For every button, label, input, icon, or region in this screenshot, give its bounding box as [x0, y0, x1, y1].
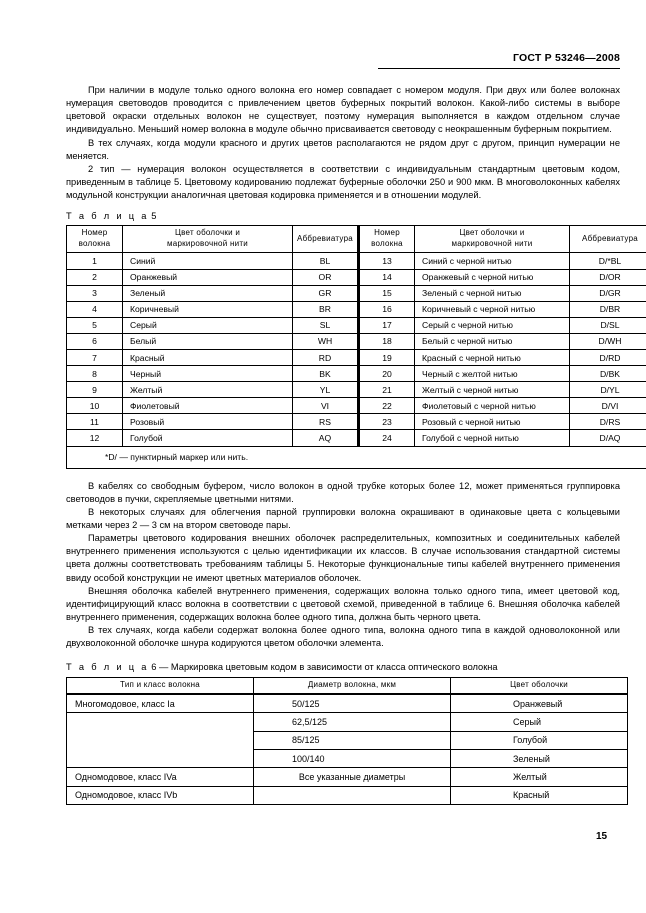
table6-cell-color: Голубой [451, 731, 628, 749]
table-row [67, 713, 628, 731]
table5-cell-color-2: Оранжевый с черной нитью [415, 269, 570, 285]
table5-body [67, 253, 646, 446]
table5-cell-abbr-2: D/RS [570, 414, 646, 430]
table5-cell-color-2: Черный с желтой нитью [415, 366, 570, 382]
table5-cell-fiber-number-2: 21 [359, 382, 415, 398]
table6-cell-color: Оранжевый [451, 694, 628, 713]
table-row [67, 382, 646, 398]
table5-col-header-fiber-number-2: Номер волокна [359, 226, 415, 253]
table5-cell-abbr-1: GR [293, 285, 359, 301]
table5-cell-fiber-number-2: 18 [359, 333, 415, 349]
table5-cell-fiber-number-1: 9 [67, 382, 123, 398]
table5-cell-abbr-2: D/WH [570, 333, 646, 349]
table5-cell-abbr-1: VI [293, 398, 359, 414]
running-head: ГОСТ Р 53246—2008 [512, 52, 620, 64]
table5-col-header-color-2: Цвет оболочки и маркировочной нити [415, 226, 570, 253]
header-rule [378, 68, 620, 69]
table5-col-header-abbr-1: Аббревиатура [293, 226, 359, 253]
table5-cell-color-1: Розовый [123, 414, 293, 430]
table6-caption [66, 662, 620, 672]
table5-caption-label: Т а б л и ц а [66, 211, 149, 222]
table6-cell-color: Красный [451, 786, 628, 804]
table6-cell-type [67, 713, 254, 731]
table6-col-header-color: Цвет оболочки [451, 677, 628, 694]
table5-cell-abbr-2: D/SL [570, 317, 646, 333]
table6-cell-type [67, 731, 254, 749]
page-body [66, 84, 638, 805]
table5-caption [66, 211, 620, 221]
table6-header-row [67, 677, 628, 694]
table5-cell-color-1: Красный [123, 349, 293, 365]
table6-cell-type: Многомодовое, класс Ia [67, 694, 254, 713]
table5-cell-color-1: Коричневый [123, 301, 293, 317]
table5-cell-fiber-number-1: 11 [67, 414, 123, 430]
table5-note: *D/ — пунктирный маркер или нить. [67, 446, 646, 468]
table6-head [67, 677, 628, 694]
table5-cell-fiber-number-1: 2 [67, 269, 123, 285]
table5-cell-color-2: Фиолетовый с черной нитью [415, 398, 570, 414]
table5-col-header-fiber-number-1: Номер волокна [67, 226, 123, 253]
table6-caption-number: 6 [151, 661, 157, 672]
table6-cell-diameter [254, 786, 451, 804]
table5-cell-color-1: Желтый [123, 382, 293, 398]
table5-cell-abbr-2: D/BR [570, 301, 646, 317]
table5-cell-abbr-2: D/AQ [570, 430, 646, 446]
table5-cell-color-2: Синий с черной нитью [415, 253, 570, 269]
table5-note-row [67, 446, 646, 468]
table5-cell-fiber-number-2: 15 [359, 285, 415, 301]
table-row [67, 786, 628, 804]
table6-cell-color: Серый [451, 713, 628, 731]
table-row [67, 333, 646, 349]
table5-cell-fiber-number-2: 19 [359, 349, 415, 365]
table-row [67, 366, 646, 382]
table5-cell-fiber-number-2: 13 [359, 253, 415, 269]
table5-fiber-color-code [66, 225, 646, 468]
table5-cell-abbr-1: OR [293, 269, 359, 285]
table5-cell-abbr-1: BR [293, 301, 359, 317]
table5-cell-fiber-number-2: 20 [359, 366, 415, 382]
table5-cell-fiber-number-1: 4 [67, 301, 123, 317]
table5-cell-color-1: Зеленый [123, 285, 293, 301]
table5-cell-color-1: Голубой [123, 430, 293, 446]
table5-cell-color-1: Серый [123, 317, 293, 333]
table5-cell-fiber-number-2: 24 [359, 430, 415, 446]
table5-cell-abbr-2: D/*BL [570, 253, 646, 269]
table5-cell-color-1: Фиолетовый [123, 398, 293, 414]
table6-cell-type [67, 749, 254, 767]
table5-cell-abbr-2: D/BK [570, 366, 646, 382]
page-number: 15 [596, 831, 608, 842]
paragraph-8: В тех случаях, когда кабели содержат волокна более одного типа, волокна одного типа в каждой одноволоконной или двухволоконной оболочке шнура кодируются цветом оболочки элемента. [66, 625, 620, 649]
table6-cell-diameter: 85/125 [254, 731, 451, 749]
paragraph-4: В кабелях со свободным буфером, число волокон в одной трубке которых более 12, может применяться группировка световодов в пучки, скрепляемые цветными нитями. [66, 480, 620, 504]
table5-cell-abbr-1: WH [293, 333, 359, 349]
table5-cell-fiber-number-1: 12 [67, 430, 123, 446]
table5-cell-fiber-number-1: 8 [67, 366, 123, 382]
table5-cell-fiber-number-1: 3 [67, 285, 123, 301]
table6-jacket-color-by-fiber-class [66, 677, 628, 805]
paragraph-5: В некоторых случаях для облегчения парной группировки волокна окрашивают в одинаковые цвета с кольцевыми метками через 2 — 3 см на втором световоде пары. [66, 506, 620, 530]
table5-cell-abbr-2: D/YL [570, 382, 646, 398]
table-row [67, 285, 646, 301]
table5-header-row [67, 226, 646, 253]
table6-cell-diameter: 62,5/125 [254, 713, 451, 731]
table-row [67, 349, 646, 365]
table5-cell-fiber-number-1: 6 [67, 333, 123, 349]
paragraph-2: В тех случаях, когда модули красного и других цветов располагаются не рядом друг с другом, принцип нумерации не меняется. [66, 137, 620, 161]
table5-cell-color-2: Серый с черной нитью [415, 317, 570, 333]
table-row [67, 694, 628, 713]
table5-cell-fiber-number-1: 10 [67, 398, 123, 414]
table5-cell-fiber-number-1: 1 [67, 253, 123, 269]
table-row [67, 269, 646, 285]
table5-cell-abbr-2: D/RD [570, 349, 646, 365]
table5-cell-fiber-number-1: 5 [67, 317, 123, 333]
table5-cell-color-2: Красный с черной нитью [415, 349, 570, 365]
table5-cell-color-2: Коричневый с черной нитью [415, 301, 570, 317]
table6-cell-color: Зеленый [451, 749, 628, 767]
table5-cell-abbr-2: D/GR [570, 285, 646, 301]
table5-cell-abbr-1: YL [293, 382, 359, 398]
table-row [67, 253, 646, 269]
table5-cell-fiber-number-2: 17 [359, 317, 415, 333]
table6-col-header-type: Тип и класс волокна [67, 677, 254, 694]
table5-cell-color-2: Желтый с черной нитью [415, 382, 570, 398]
table5-cell-color-1: Синий [123, 253, 293, 269]
table5-cell-color-1: Черный [123, 366, 293, 382]
table-row [67, 414, 646, 430]
paragraph-7: Внешняя оболочка кабелей внутреннего применения, содержащих волокна только одного типа, имеет цветовой код, идентифицирующий класс волокна в соответствии с цветовой схемой, приведенной в таблице 6. Внешняя оболочка кабелей внутреннего применения, содержащих волокна более одного типа, должна быть черного цвета. [66, 585, 620, 623]
table5-cell-abbr-1: BK [293, 366, 359, 382]
table5-cell-fiber-number-2: 16 [359, 301, 415, 317]
table5-head [67, 226, 646, 253]
table6-body [67, 694, 628, 804]
table5-cell-fiber-number-1: 7 [67, 349, 123, 365]
table5-cell-color-2: Голубой с черной нитью [415, 430, 570, 446]
table5-cell-fiber-number-2: 22 [359, 398, 415, 414]
table5-col-header-color-1: Цвет оболочки и маркировочной нити [123, 226, 293, 253]
table-row [67, 301, 646, 317]
table5-cell-color-2: Зеленый с черной нитью [415, 285, 570, 301]
table6-cell-color: Желтый [451, 768, 628, 786]
table5-col-header-abbr-2: Аббревиатура [570, 226, 646, 253]
table6-cell-diameter: Все указанные диаметры [254, 768, 451, 786]
table5-caption-number: 5 [151, 211, 157, 222]
table6-col-header-diameter: Диаметр волокна, мкм [254, 677, 451, 694]
table-row [67, 317, 646, 333]
table5-cell-color-2: Белый с черной нитью [415, 333, 570, 349]
table5-cell-abbr-2: D/VI [570, 398, 646, 414]
table5-cell-abbr-1: BL [293, 253, 359, 269]
table5-cell-color-1: Белый [123, 333, 293, 349]
table5-cell-fiber-number-2: 23 [359, 414, 415, 430]
table-row [67, 430, 646, 446]
table5-cell-abbr-1: RD [293, 349, 359, 365]
table-row [67, 749, 628, 767]
paragraph-3: 2 тип — нумерация волокон осуществляется в соответствии с индивидуальным стандартным цветовым кодом, приведенным в таблице 5. Цветовому кодированию подлежат буферные оболочки 250 и 900 мкм. В многоволоконных кабелях модульной конструкции аналогичная цветовая кодировка применяется и в отношении модулей. [66, 163, 620, 201]
table6-cell-diameter: 100/140 [254, 749, 451, 767]
table6-caption-title: — Маркировка цветовым кодом в зависимости от класса оптического волокна [159, 661, 498, 672]
paragraph-6: Параметры цветового кодирования внешних оболочек распределительных, композитных и соединительных кабелей внутреннего применения используются с целью идентификации их классов. В случае использования стандартной системы цвета должны соответствовать требованиям таблицы 5. Некоторые функциональные типы кабелей внутреннего применения ввиду особой конструкции не имеют цветных материалов оболочек. [66, 533, 620, 583]
table5-cell-abbr-1: RS [293, 414, 359, 430]
table6-cell-type: Одномодовое, класс IVa [67, 768, 254, 786]
table5-cell-abbr-1: SL [293, 317, 359, 333]
table6-cell-diameter: 50/125 [254, 694, 451, 713]
table6-cell-type: Одномодовое, класс IVb [67, 786, 254, 804]
table5-cell-color-1: Оранжевый [123, 269, 293, 285]
table5-cell-abbr-1: AQ [293, 430, 359, 446]
table5-cell-color-2: Розовый с черной нитью [415, 414, 570, 430]
table-row [67, 398, 646, 414]
table5-foot [67, 446, 646, 468]
table-row [67, 731, 628, 749]
table5-cell-fiber-number-2: 14 [359, 269, 415, 285]
paragraph-1: При наличии в модуле только одного волокна его номер совпадает с номером модуля. При двух или более волокнах нумерация световодов проводится с привлечением цветов буферных покрытий волокон. Какой-либо системы в выборе цветовой окраски отдельных волокон не существует, поэтому нумерация выполняется в каждом отдельном случае индивидуально. Меньший номер волокна в модуле обычно присваивается световоду с неокрашенным буферным покрытием. [66, 85, 620, 135]
table6-caption-label: Т а б л и ц а [66, 661, 149, 672]
table5-cell-abbr-2: D/OR [570, 269, 646, 285]
table-row [67, 768, 628, 786]
